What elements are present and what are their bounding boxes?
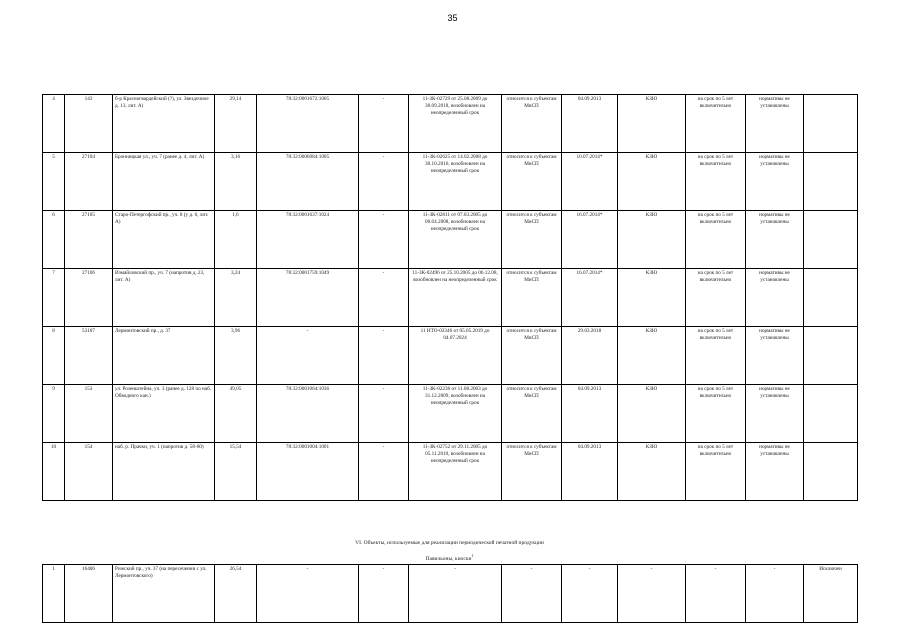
row-number: 1: [43, 565, 65, 623]
term-cell: на срок по 5 лет включительно: [686, 443, 746, 501]
form-cell: КЗЮ: [618, 95, 686, 153]
section-title: VI. Объекты, используемые для реализации периодической печатной продукции: [355, 540, 544, 546]
area-cell: 3,16: [215, 153, 257, 211]
date-cell: 16.07.2014*: [562, 269, 618, 327]
object-code: 27106: [65, 269, 113, 327]
agreement-cell: 11-ЗК-02236 от 11.08.2003 до 31.12.2009, возобновлен на неопределенный срок: [409, 385, 502, 443]
norm-cell: нормативы не установлены: [746, 385, 804, 443]
msp-relation: -: [502, 565, 562, 623]
term-cell: на срок по 5 лет включительно: [686, 269, 746, 327]
periodicals-table: [42, 564, 858, 623]
norm-cell: нормативы не установлены: [746, 269, 804, 327]
cadastral-number: 78:32:0001759:1049: [257, 269, 359, 327]
object-code: 153: [65, 385, 113, 443]
row-number: 4: [43, 95, 65, 153]
agreement-cell: 11 НТО-03346 от 05.05.2019 до 04.07.2024: [409, 327, 502, 385]
object-code: 154: [65, 443, 113, 501]
dash-cell: -: [359, 385, 409, 443]
objects-table: [42, 94, 858, 501]
object-code: 16406: [65, 565, 113, 623]
dash-cell: -: [359, 565, 409, 623]
term-cell: на срок по 5 лет включительно: [686, 385, 746, 443]
address-cell: Измайловский пр., уч. 7 (напротив д. 23, лит. А): [113, 269, 215, 327]
page-number: 35: [447, 13, 458, 23]
area-cell: 26,54: [215, 565, 257, 623]
dash-cell: -: [359, 211, 409, 269]
agreement-cell: 11-ЗК-02811 от 07.03.2005 до 06.04.2008, возобновлен на неопределенный срок: [409, 211, 502, 269]
term-cell: на срок по 5 лет включительно: [686, 211, 746, 269]
cadastral-number: 78:32:0001637:1024: [257, 211, 359, 269]
table-row: [43, 95, 858, 153]
object-code: 27104: [65, 153, 113, 211]
msp-relation: относится к субъектам МиСП: [502, 269, 562, 327]
note-cell: [804, 95, 858, 153]
form-cell: КЗЮ: [618, 211, 686, 269]
term-cell: на срок по 5 лет включительно: [686, 95, 746, 153]
term-cell: на срок по 5 лет включительно: [686, 153, 746, 211]
date-cell: 16.07.2014*: [562, 211, 618, 269]
table-row: [43, 153, 858, 211]
norm-cell: нормативы не установлены: [746, 443, 804, 501]
address-cell: Старо-Петергофский пр., уч. 8 (у д. 6, лит. А): [113, 211, 215, 269]
msp-relation: относится к субъектам МиСП: [502, 385, 562, 443]
note-cell: [804, 269, 858, 327]
table-row: [43, 385, 858, 443]
note-cell: Исключен: [804, 565, 858, 623]
table-row: [43, 269, 858, 327]
row-number: 7: [43, 269, 65, 327]
msp-relation: относится к субъектам МиСП: [502, 443, 562, 501]
row-number: 10: [43, 443, 65, 501]
row-number: 6: [43, 211, 65, 269]
address-cell: Рижский пр., уч. 37 (на пересечении с ул. Лермонтовского): [113, 565, 215, 623]
address-cell: Бронницкая ул., уч. 7 (ранее д. 4, лит. А): [113, 153, 215, 211]
address-cell: Лермонтовский пр., д. 37: [113, 327, 215, 385]
area-cell: 15,54: [215, 443, 257, 501]
agreement-cell: 11-ЗК-02496 от 25.10.2005 до 06.12.08, возобновлен на неопределенный срок: [409, 269, 502, 327]
agreement-cell: 11-ЗК-02625 от 14.02.2008 до 30.10.2016, возобновлен на неопределенный срок: [409, 153, 502, 211]
table-row: [43, 443, 858, 501]
date-cell: 04.09.2013: [562, 385, 618, 443]
norm-cell: нормативы не установлены: [746, 153, 804, 211]
dash-cell: -: [359, 269, 409, 327]
dash-cell: -: [359, 443, 409, 501]
row-number: 8: [43, 327, 65, 385]
address-cell: б-р Красногвардейский (?), ул. Звездочное д. 13, лит. А): [113, 95, 215, 153]
section-subtitle-text: Павильоны, киоски: [425, 555, 472, 562]
footnote-mark: 1: [471, 553, 474, 558]
date-cell: 04.09.2013: [562, 443, 618, 501]
area-cell: 29,14: [215, 95, 257, 153]
agreement-cell: 11-ЗК-02729 от 25.08.2009 до 30.09.2018, возобновлен на неопределенный срок: [409, 95, 502, 153]
msp-relation: относится к субъектам МиСП: [502, 153, 562, 211]
form-cell: КЗЮ: [618, 153, 686, 211]
area-cell: 3,24: [215, 269, 257, 327]
cadastral-number: -: [257, 327, 359, 385]
date-cell: 29.03.2018: [562, 327, 618, 385]
form-cell: КЗЮ: [618, 327, 686, 385]
note-cell: [804, 443, 858, 501]
form-cell: КЗЮ: [618, 385, 686, 443]
note-cell: [804, 327, 858, 385]
norm-cell: нормативы не установлены: [746, 327, 804, 385]
date-cell: 04.09.2013: [562, 95, 618, 153]
msp-relation: относится к субъектам МиСП: [502, 327, 562, 385]
row-number: 5: [43, 153, 65, 211]
agreement-cell: -: [409, 565, 502, 623]
msp-relation: относится к субъектам МиСП: [502, 95, 562, 153]
form-cell: КЗЮ: [618, 269, 686, 327]
msp-relation: относится к субъектам МиСП: [502, 211, 562, 269]
date-cell: 10.07.2014*: [562, 153, 618, 211]
table-row: [43, 211, 858, 269]
norm-cell: нормативы не установлены: [746, 211, 804, 269]
cadastral-number: -: [257, 565, 359, 623]
cadastral-number: 78:32:0001064:1036: [257, 385, 359, 443]
agreement-cell: 11-ЗК-02752 от 29.11.2005 до 05.11.2010, возобновлен на неопределенный срок: [409, 443, 502, 501]
norm-cell: -: [746, 565, 804, 623]
area-cell: 1,6: [215, 211, 257, 269]
date-cell: -: [562, 565, 618, 623]
note-cell: [804, 385, 858, 443]
section-subtitle: [42, 553, 857, 562]
form-cell: КЗЮ: [618, 443, 686, 501]
table-row: [43, 565, 858, 623]
note-cell: [804, 153, 858, 211]
address-cell: наб. р. Прачки, уч. 1 (напротив д. 58-60): [113, 443, 215, 501]
cadastral-number: 78:32:0006084:1005: [257, 153, 359, 211]
norm-cell: нормативы не установлены: [746, 95, 804, 153]
object-code: 53107: [65, 327, 113, 385]
area-cell: 49,05: [215, 385, 257, 443]
table-row: [43, 327, 858, 385]
cadastral-number: 78:32:0001672:1005: [257, 95, 359, 153]
object-code: 143: [65, 95, 113, 153]
dash-cell: -: [359, 327, 409, 385]
dash-cell: -: [359, 95, 409, 153]
row-number: 9: [43, 385, 65, 443]
object-code: 27105: [65, 211, 113, 269]
address-cell: ул. Розенштейна, уч. 3 (ранее д. 128 по наб. Обводного кан.): [113, 385, 215, 443]
cadastral-number: 78:32:0001004:1001: [257, 443, 359, 501]
term-cell: -: [686, 565, 746, 623]
area-cell: 3,96: [215, 327, 257, 385]
term-cell: на срок по 5 лет включительно: [686, 327, 746, 385]
note-cell: [804, 211, 858, 269]
dash-cell: -: [359, 153, 409, 211]
form-cell: -: [618, 565, 686, 623]
